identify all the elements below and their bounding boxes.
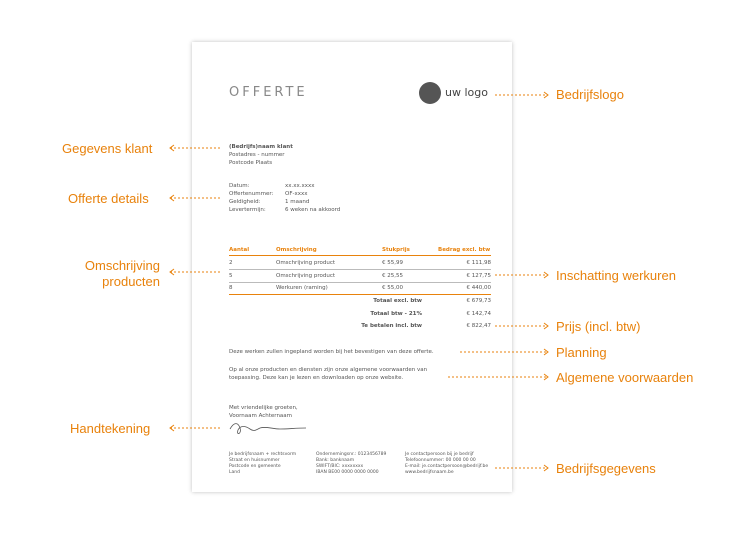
detail-label: Levertermijn: [229, 207, 266, 213]
table-header-aantal: Aantal [229, 247, 250, 253]
terms-line1: Op al onze producten en diensten zijn onze algemene voorwaarden van [229, 367, 428, 373]
terms-line2: toepassing. Deze kan je lezen en downloaden op onze website. [229, 375, 404, 381]
detail-label: Datum: [229, 183, 250, 189]
table-cell: € 111,98 [466, 260, 491, 266]
detail-value: 6 weken na akkoord [285, 207, 341, 213]
client-address1: Postadres - nummer [229, 152, 285, 158]
client-name: (Bedrijfs)naam klant [229, 144, 293, 150]
callout-offerte-details: Offerte details [68, 191, 149, 206]
document-title: OFFERTE [229, 85, 308, 100]
table-cell: Werkuren (raming) [276, 285, 328, 291]
client-address2: Postcode Plaats [229, 160, 273, 166]
total-label: Totaal excl. btw [373, 298, 422, 304]
footer-line: SWIFT/BIC: xxxxxxxx [316, 464, 364, 469]
total-label: Totaal btw - 21% [370, 311, 422, 317]
total-value: € 679,73 [466, 298, 491, 304]
callout-handtekening: Handtekening [70, 421, 151, 436]
callout-planning: Planning [556, 345, 607, 360]
table-header-omschrijving: Omschrijving [276, 247, 317, 253]
callout-werkuren: Inschatting werkuren [556, 268, 676, 283]
detail-value: 1 maand [285, 199, 310, 205]
callout-bedrijfslogo: Bedrijfslogo [556, 87, 624, 102]
callout-voorwaarden: Algemene voorwaarden [556, 370, 694, 385]
grand-total-value: € 822,47 [466, 323, 491, 329]
detail-value: OF-xxxx [285, 191, 308, 197]
table-cell: € 440,00 [466, 285, 491, 291]
callout-prijs: Prijs (incl. btw) [556, 319, 641, 334]
total-value: € 142,74 [466, 311, 491, 317]
planning-text: Deze werken zullen ingepland worden bij het bevestigen van deze offerte. [229, 349, 434, 355]
table-header-stukprijs: Stukprijs [382, 247, 410, 253]
footer-line: Ondernemingsnr.: 0123456789 [316, 452, 387, 457]
detail-label: Offertenummer: [229, 191, 274, 197]
table-header-bedrag: Bedrag excl. btw [438, 247, 491, 253]
detail-label: Geldigheid: [229, 199, 261, 205]
table-cell: 5 [229, 273, 233, 279]
footer-line: Straat en huisnummer [229, 458, 280, 463]
logo-text: uw logo [445, 86, 488, 99]
detail-value: xx.xx.xxxx [285, 183, 315, 189]
footer-line: www.bedrijfsnaam.be [405, 470, 454, 475]
closing-greeting: Met vriendelijke groeten, [229, 405, 298, 411]
table-cell: Omschrijving product [276, 273, 336, 279]
footer-line: Je bedrijfsnaam + rechtsvorm [229, 452, 297, 457]
callout-gegevens-klant: Gegevens klant [62, 141, 153, 156]
footer-line: IBAN BE00 0000 0000 0000 [316, 470, 379, 475]
grand-total-label: Te betalen incl. btw [361, 323, 422, 329]
table-cell: 2 [229, 260, 233, 266]
table-cell: € 25,55 [382, 273, 403, 279]
closing-name: Voornaam Achternaam [229, 413, 293, 419]
table-cell: € 55,00 [382, 285, 403, 291]
table-cell: Omschrijving product [276, 260, 336, 266]
callout-bedrijfsgegevens: Bedrijfsgegevens [556, 461, 656, 476]
footer-line: E-mail: je.contactpersoon@bedrijf.be [405, 464, 489, 469]
footer-line: Postcode en gemeente [229, 464, 281, 469]
table-cell: € 55,99 [382, 260, 403, 266]
footer-line: Telefoonnummer: 00 000 00 00 [405, 458, 476, 463]
callout-omschrijving: Omschrijving [84, 258, 160, 273]
footer-line: Land [229, 470, 240, 475]
table-cell: 8 [229, 285, 233, 291]
table-cell: € 127,75 [466, 273, 491, 279]
callout-producten: producten [102, 274, 160, 289]
footer-line: Bank: banknaam [316, 458, 355, 463]
footer-line: Je contactpersoon bij je bedrijf [405, 452, 474, 457]
